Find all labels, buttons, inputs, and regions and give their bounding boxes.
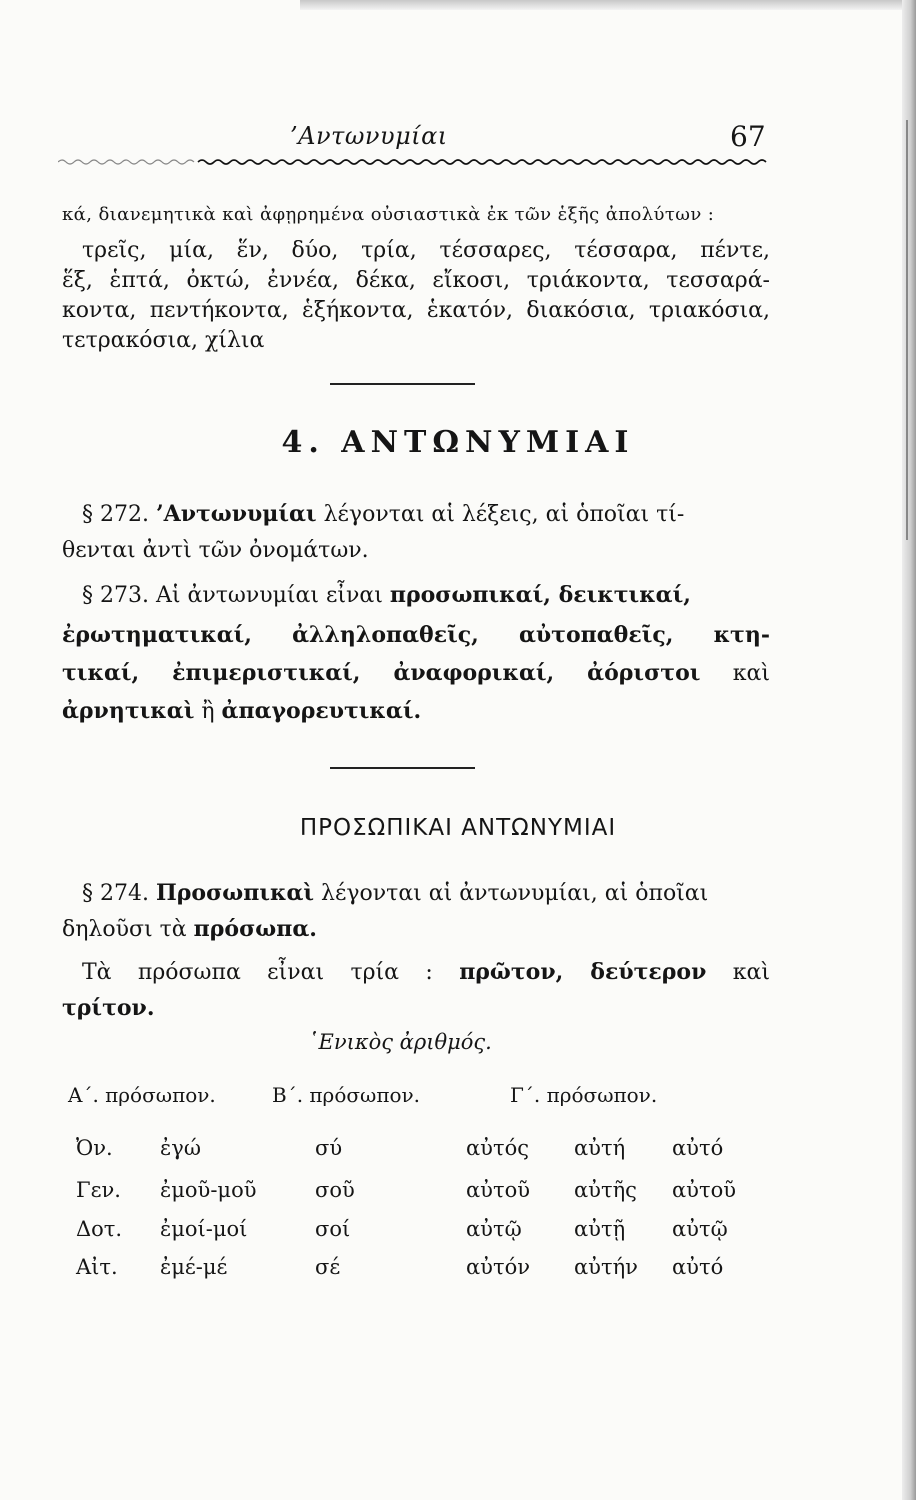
para-274-term-2: πρόσωπα. <box>193 916 317 942</box>
para-274-line-1 <box>82 876 770 911</box>
para-274-term: Προσωπικαὶ <box>155 880 315 906</box>
case-label: Αἰτ. <box>76 1255 118 1279</box>
second-person-form: σέ <box>315 1255 341 1279</box>
first-person-form: ἐμέ-μέ <box>160 1255 228 1279</box>
page-right-edge <box>902 0 916 1500</box>
second-person-form: σοί <box>315 1217 351 1241</box>
para-274-number: § 274. <box>82 881 149 906</box>
intro-line-2: τρεῖς, μία, ἕν, δύο, τρία, τέσσαρες, τέσσαρα, πέντε, <box>82 238 770 263</box>
persons-terms: πρῶτον, δεύτερον <box>459 959 707 985</box>
third-person-masc: αὐτῷ <box>466 1217 522 1241</box>
para-273-or: ἢ <box>201 699 215 724</box>
case-label: Ὀν. <box>76 1136 113 1160</box>
person-head-1: Α΄. πρόσωπον. <box>68 1083 216 1107</box>
subsection-heading: ΠΡΟΣΩΠΙΚΑΙ ΑΝΤΩΝΥΜΙΑΙ <box>299 815 617 841</box>
third-person-fem: αὐτῇ <box>574 1217 626 1241</box>
persons-line-1 <box>82 955 770 990</box>
para-273-kai: καὶ <box>732 661 771 686</box>
third-person-fem: αὐτή <box>574 1136 626 1160</box>
intro-line-4: κοντα, πεντήκοντα, ἑξήκοντα, ἑκατόν, διακόσια, τριακόσια, <box>62 298 770 323</box>
persons-kai: καὶ <box>732 960 770 985</box>
number-caption: ῾Ενικὸς ἀριθμός. <box>308 1030 492 1054</box>
para-273-terms-4a: ἀρνητικαὶ <box>62 698 195 724</box>
person-head-3: Γ΄. πρόσωπον. <box>510 1083 658 1107</box>
case-label: Γεν. <box>76 1178 121 1202</box>
page-number: 67 <box>730 120 766 153</box>
para-273-terms-1: προσωπικαί, δεικτικαί, <box>389 582 691 608</box>
header-wavy-rule <box>58 158 768 166</box>
para-273-line-4 <box>62 694 770 729</box>
second-person-form: σοῦ <box>315 1178 355 1202</box>
para-273-line-3 <box>62 656 770 691</box>
third-person-masc: αὐτόν <box>466 1255 530 1279</box>
section-heading: 4. ΑΝΤΩΝΥΜΙΑΙ <box>281 425 635 460</box>
para-273-terms-3: τικαί, ἐπιμεριστικαί, ἀναφορικαί, ἀόριστοι <box>62 660 701 686</box>
running-head-title: ’Αντωνυμίαι <box>290 122 448 150</box>
para-272-text: λέγονται αἱ λέξεις, αἱ ὁποῖαι τί- <box>323 502 685 527</box>
intro-line-5: τετρακόσια, χίλια <box>62 328 265 353</box>
case-label: Δοτ. <box>76 1217 123 1241</box>
para-274-text-2: δηλοῦσι τὰ <box>62 917 187 942</box>
running-head <box>0 116 916 160</box>
section-divider-1 <box>330 383 475 385</box>
page-top-shadow <box>300 0 916 10</box>
persons-line-2: τρίτον. <box>62 995 155 1021</box>
para-273-line-1 <box>82 578 770 613</box>
para-273-terms-4b: ἀπαγορευτικαί. <box>221 698 422 724</box>
persons-lead: Τὰ πρόσωπα εἶναι τρία : <box>82 960 433 985</box>
third-person-masc: αὐτός <box>466 1136 529 1160</box>
para-274-text: λέγονται αἱ ἀντωνυμίαι, αἱ ὁποῖαι <box>321 881 709 906</box>
intro-line-1: κά, διανεμητικὰ καὶ ἀφῃρημένα οὐσιαστικὰ ἐκ τῶν ἑξῆς ἀπολύτων : <box>62 204 715 225</box>
first-person-form: ἐμοῦ-μοῦ <box>160 1178 257 1202</box>
first-person-form: ἐγώ <box>160 1136 201 1160</box>
para-272-number: § 272. <box>82 502 149 527</box>
page-edge-line <box>906 120 908 540</box>
intro-line-3: ἕξ, ἑπτά, ὀκτώ, ἐννέα, δέκα, εἴκοσι, τριάκοντα, τεσσαρά- <box>62 268 770 293</box>
third-person-neut: αὐτό <box>672 1255 724 1279</box>
second-person-form: σύ <box>315 1136 343 1160</box>
third-person-fem: αὐτήν <box>574 1255 638 1279</box>
para-273-lead: Αἱ ἀντωνυμίαι εἶναι <box>155 583 383 608</box>
third-person-masc: αὐτοῦ <box>466 1178 530 1202</box>
para-273-number: § 273. <box>82 583 149 608</box>
para-273-line-2: ἐρωτηματικαί, ἀλληλοπαθεῖς, αὐτοπαθεῖς, κτη- <box>62 622 770 648</box>
third-person-neut: αὐτῷ <box>672 1217 728 1241</box>
third-person-fem: αὐτῆς <box>574 1178 637 1202</box>
person-head-2: Β΄. πρόσωπον. <box>272 1083 421 1107</box>
section-divider-2 <box>330 767 475 769</box>
third-person-neut: αὐτό <box>672 1136 724 1160</box>
third-person-neut: αὐτοῦ <box>672 1178 736 1202</box>
first-person-form: ἐμοί-μοί <box>160 1217 248 1241</box>
para-274-line-2 <box>62 912 770 947</box>
para-272-line-1 <box>82 497 770 532</box>
para-272-term: ’Αντωνυμίαι <box>155 501 317 527</box>
para-272-line-2: θενται ἀντὶ τῶν ὀνομάτων. <box>62 538 369 563</box>
